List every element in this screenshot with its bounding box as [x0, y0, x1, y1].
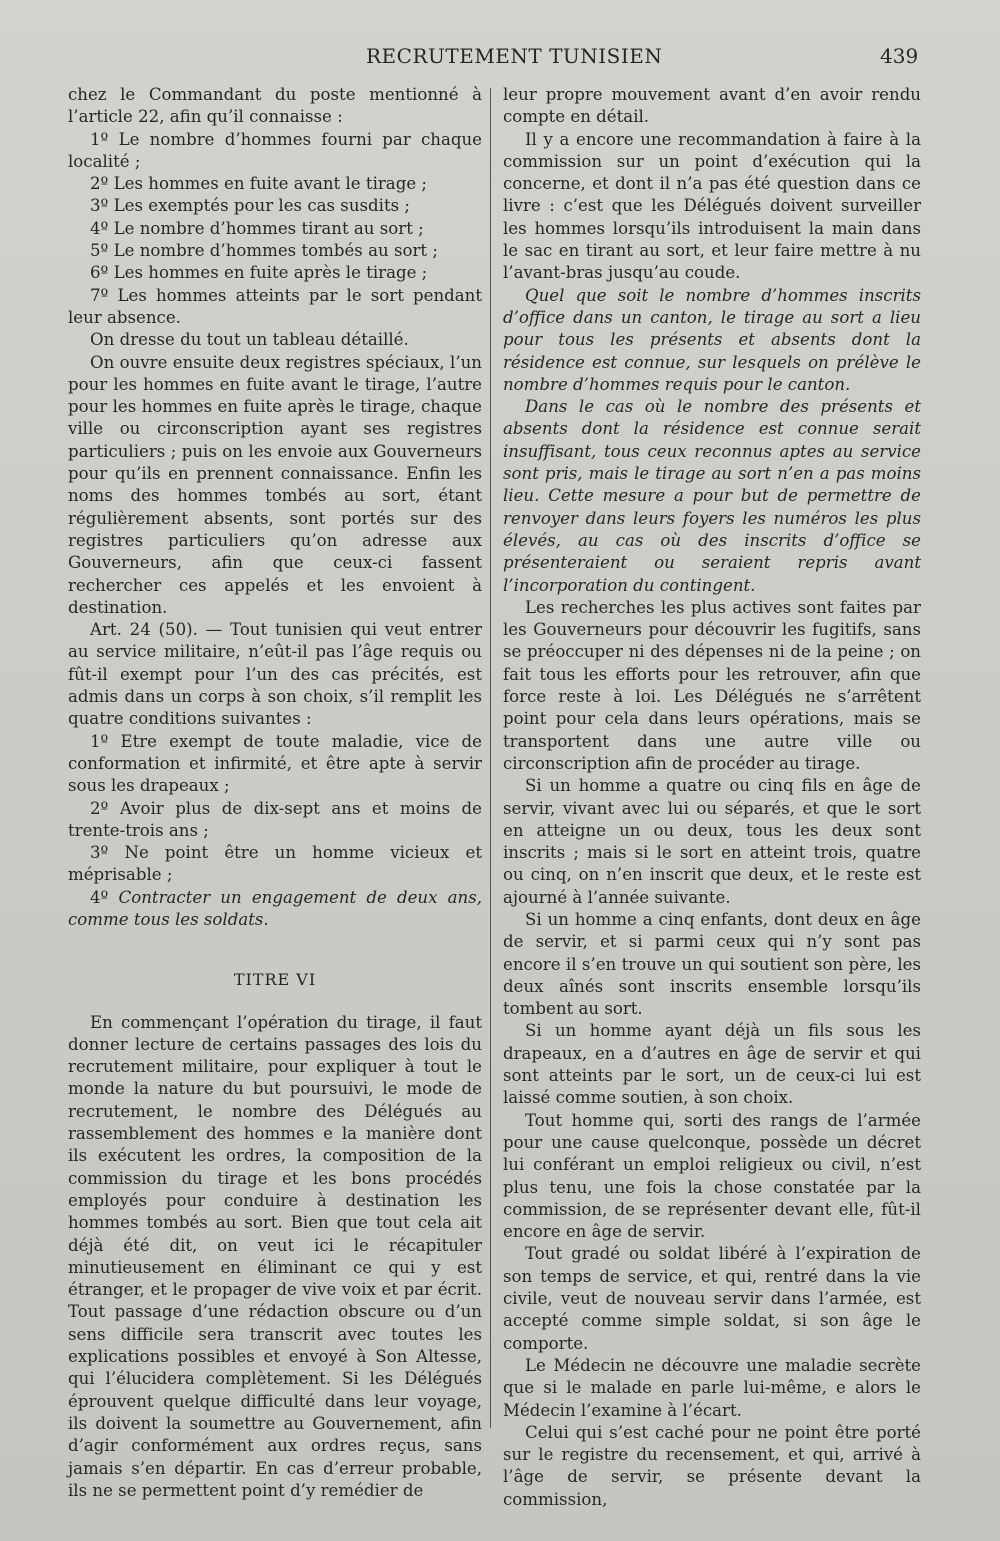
italic-paragraph: Quel que soit le nombre d’hommes inscrits d’office dans un canton, le tirage au sort a lieu pour tous les présents et absents dont la résidence est connue, sur lesquels on prélève le nombre d’hommes requis pour le canton.: [503, 285, 921, 394]
list-item: 2º Les hommes en fuite avant le tirage ;: [90, 174, 428, 194]
paragraph: Si un homme ayant déjà un fils sous les drapeaux, en a d’autres en âge de servir et qui sont atteints par le sort, un de ceux-ci lui est laissé comme soutien, à son choix.: [503, 1021, 921, 1108]
running-title: RECRUTEMENT TUNISIEN: [366, 44, 663, 68]
section-heading: TITRE VI: [233, 970, 317, 990]
paragraph: chez le Commandant du poste mentionné à l’article 22, afin qu’il connaisse :: [68, 85, 482, 127]
paragraph: On dresse du tout un tableau détaillé.: [90, 330, 409, 350]
condition-item: 3º Ne point être un homme vicieux et méprisable ;: [68, 843, 482, 885]
paragraph: Tout homme qui, sorti des rangs de l’armée pour une cause quelconque, possède un décret lui conférant un emploi religieux ou civil, n’est plus tenu, une fois la chose constatée par la commission, de se représenter devant elle, fût-il encore en âge de servir.: [503, 1110, 921, 1242]
list-item: 5º Le nombre d’hommes tombés au sort ;: [90, 241, 438, 261]
condition-number: 4º: [90, 887, 109, 907]
paragraph: Tout gradé ou soldat libéré à l’expiration de son temps de service, et qui, rentré dans la vie civile, veut de nouveau servir dans l’armée, est accepté comme simple soldat, si son âge le comporte.: [503, 1244, 921, 1353]
left-column: [68, 84, 482, 1502]
condition-text: Contracter un engagement de deux ans, comme tous les soldats.: [68, 887, 482, 929]
italic-paragraph: Dans le cas où le nombre des présents et absents dont la résidence est connue serait insuffisant, tous ceux reconnus aptes au service sont pris, mais le tirage au sort n’en a pas moins lieu. Cette mesure a pour but de permettre de renvoyer dans leurs foyers les numéros les plus élevés, au cas où des inscrits d’office se présenteraient ou seraient repris avant l’incorporation du contingent.: [503, 397, 921, 595]
list-item: 7º Les hommes atteints par le sort pendant leur absence.: [68, 285, 482, 327]
paragraph: Le Médecin ne découvre une maladie secrète que si le malade en parle lui-même, e alors le Médecin l’examine à l’écart.: [503, 1355, 921, 1420]
condition-item: 2º Avoir plus de dix-sept ans et moins de trente-trois ans ;: [68, 798, 482, 840]
page-number: 439: [880, 44, 919, 68]
condition-item: [68, 887, 482, 932]
paragraph: Si un homme a cinq enfants, dont deux en âge de servir, et si parmi ceux qui n’y sont pas encore il s’en trouve un qui soutient son père, les deux aînés sont inscrits ensemble lorsqu’ils tombent au sort.: [503, 909, 921, 1019]
paragraph: On ouvre ensuite deux registres spéciaux, l’un pour les hommes en fuite avant le tirage, l’autre pour les hommes en fuite après le tirage, chaque ville ou circonscription ayant ses registres particuliers ; puis on les envoie aux Gouverneurs pour qu’ils en prennent connaissance. Enfin les noms des hommes tombés au sort, étant régulièrement absents, sont portés sur des registres particuliers qu’on adresse aux Gouverneurs, afin que ceux-ci fassent rechercher ces appelés et les envoient à destination.: [68, 352, 482, 617]
list-item: 4º Le nombre d’hommes tirant au sort ;: [90, 218, 424, 238]
paragraph: Il y a encore une recommandation à faire à la commission sur un point d’exécution qui la concerne, et dont il n’a pas été question dans ce livre : c’est que les Délégués doivent surveiller les hommes lorsqu’ils introduisent la main dans le sac en tirant au sort, et leur faire mettre à nu l’avant-bras jusqu’au coude.: [503, 129, 921, 283]
list-item: 6º Les hommes en fuite après le tirage ;: [90, 263, 428, 283]
list-item: 3º Les exemptés pour les cas susdits ;: [90, 196, 410, 216]
right-column: [503, 84, 921, 1511]
column-divider: [490, 88, 491, 1428]
paragraph: leur propre mouvement avant d’en avoir rendu compte en détail.: [503, 85, 921, 127]
paragraph: Celui qui s’est caché pour ne point être porté sur le registre du recensement, et qui, arrivé à l’âge de servir, se présente devant la commission,: [503, 1422, 921, 1509]
condition-item: 1º Etre exempt de toute maladie, vice de conformation et infirmité, et être apte à servir sous les drapeaux ;: [68, 731, 482, 796]
list-item: 1º Le nombre d’hommes fourni par chaque localité ;: [68, 129, 482, 171]
running-head: [0, 44, 1000, 74]
paragraph: En commençant l’opération du tirage, il faut donner lecture de certains passages des lois du recrutement militaire, pour expliquer à tout le monde la nature du but poursuivi, le mode de recrutement, le nombre des Délégués au rassemblement des hommes e la manière dont ils exécutent les ordres, la composition de la commission du tirage et les bons procédés employés pour conduire à destination les hommes tombés au sort. Bien que tout cela ait déjà été dit, on veut ici le récapituler minutieusement en éliminant ce qui y est étranger, et le propager de vive voix et par écrit. Tout passage d’une rédaction obscure ou d’un sens difficile sera transcrit avec toutes les explications possibles et envoyé à Son Altesse, qui l’élucidera complètement. Si les Délégués éprouvent quelque difficulté dans leur voyage, ils doivent la soumettre au Gouvernement, afin d’agir conformément aux ordres reçus, sans jamais s’en départir. En cas d’erreur probable, ils ne se permettent point d’y remédier de: [68, 1012, 482, 1500]
paragraph: Si un homme a quatre ou cinq fils en âge de servir, vivant avec lui ou séparés, et que le sort en atteigne un ou deux, tous les deux sont inscrits ; mais si le sort en atteint trois, quatre ou cinq, on n’en inscrit que deux, et le reste est ajourné à l’année suivante.: [503, 776, 921, 907]
paragraph: Les recherches les plus actives sont faites par les Gouverneurs pour découvrir les fugitifs, sans se préoccuper ni des dépenses ni de la peine ; on fait tous les efforts pour les retrouver, afin que force reste à loi. Les Délégués ne s’arrêtent point pour cela dans leurs opérations, mais se transportent dans une autre ville ou circonscription afin de procéder au tirage.: [503, 597, 921, 773]
article-paragraph: Art. 24 (50). — Tout tunisien qui veut entrer au service militaire, n’eût-il pas l’âge requis ou fût-il exempt pour l’un des cas précités, est admis dans un corps à son choix, s’il remplit les quatre conditions suivantes :: [68, 620, 482, 729]
